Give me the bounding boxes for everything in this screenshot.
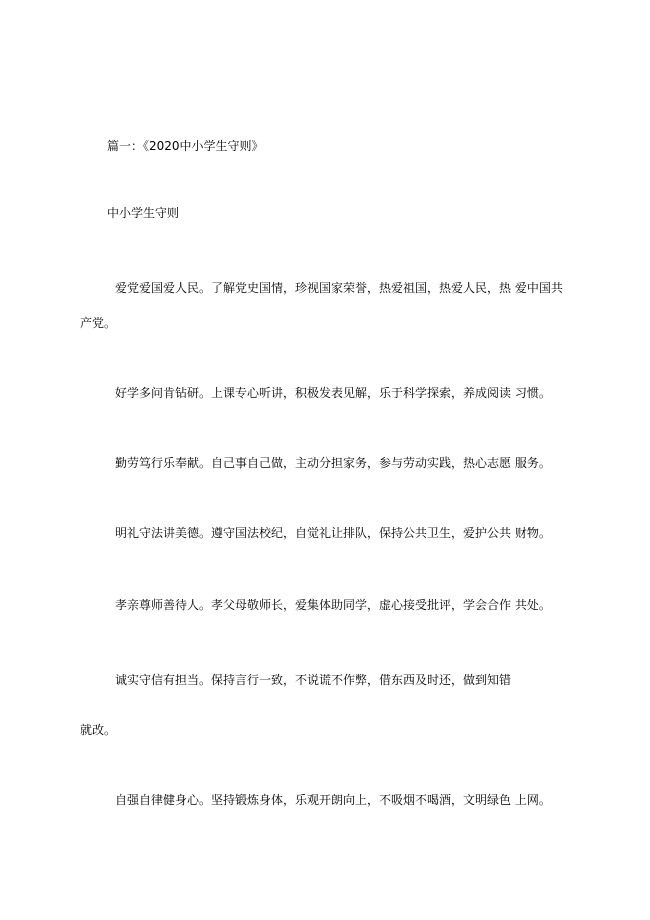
rule-1-line-2: 产党。 [80,316,117,330]
rule-4: 明礼守法讲美德。遵守国法校纪，自觉礼让排队，保持公共卫生，爱护公共 财物。 [115,526,551,540]
rule-7: 自强自律健身心。坚持锻炼身体，乐观开朗向上，不吸烟不喝酒，文明绿色 上网。 [115,793,551,807]
rule-2: 好学多问肯钻研。上课专心听讲，积极发表见解，乐于科学探索，养成阅读 习惯。 [115,386,551,400]
rule-5: 孝亲尊师善待人。孝父母敬师长，爱集体助同学，虚心接受批评，学会合作 共处。 [115,598,551,612]
document-heading: 篇一：《2020中小学生守则》 [107,139,264,153]
rule-1-line-1: 爱党爱国爱人民。了解党史国情，珍视国家荣誉，热爱祖国，热爱人民，热 爱中国共 [115,281,563,295]
document-subheading: 中小学生守则 [107,206,180,220]
rule-6-line-2: 就改。 [80,723,117,737]
rule-3: 勤劳笃行乐奉献。自己事自己做，主动分担家务，参与劳动实践，热心志愿 服务。 [115,456,551,470]
rule-6-line-1: 诚实守信有担当。保持言行一致，不说谎不作弊，借东西及时还，做到知错 [115,673,512,687]
